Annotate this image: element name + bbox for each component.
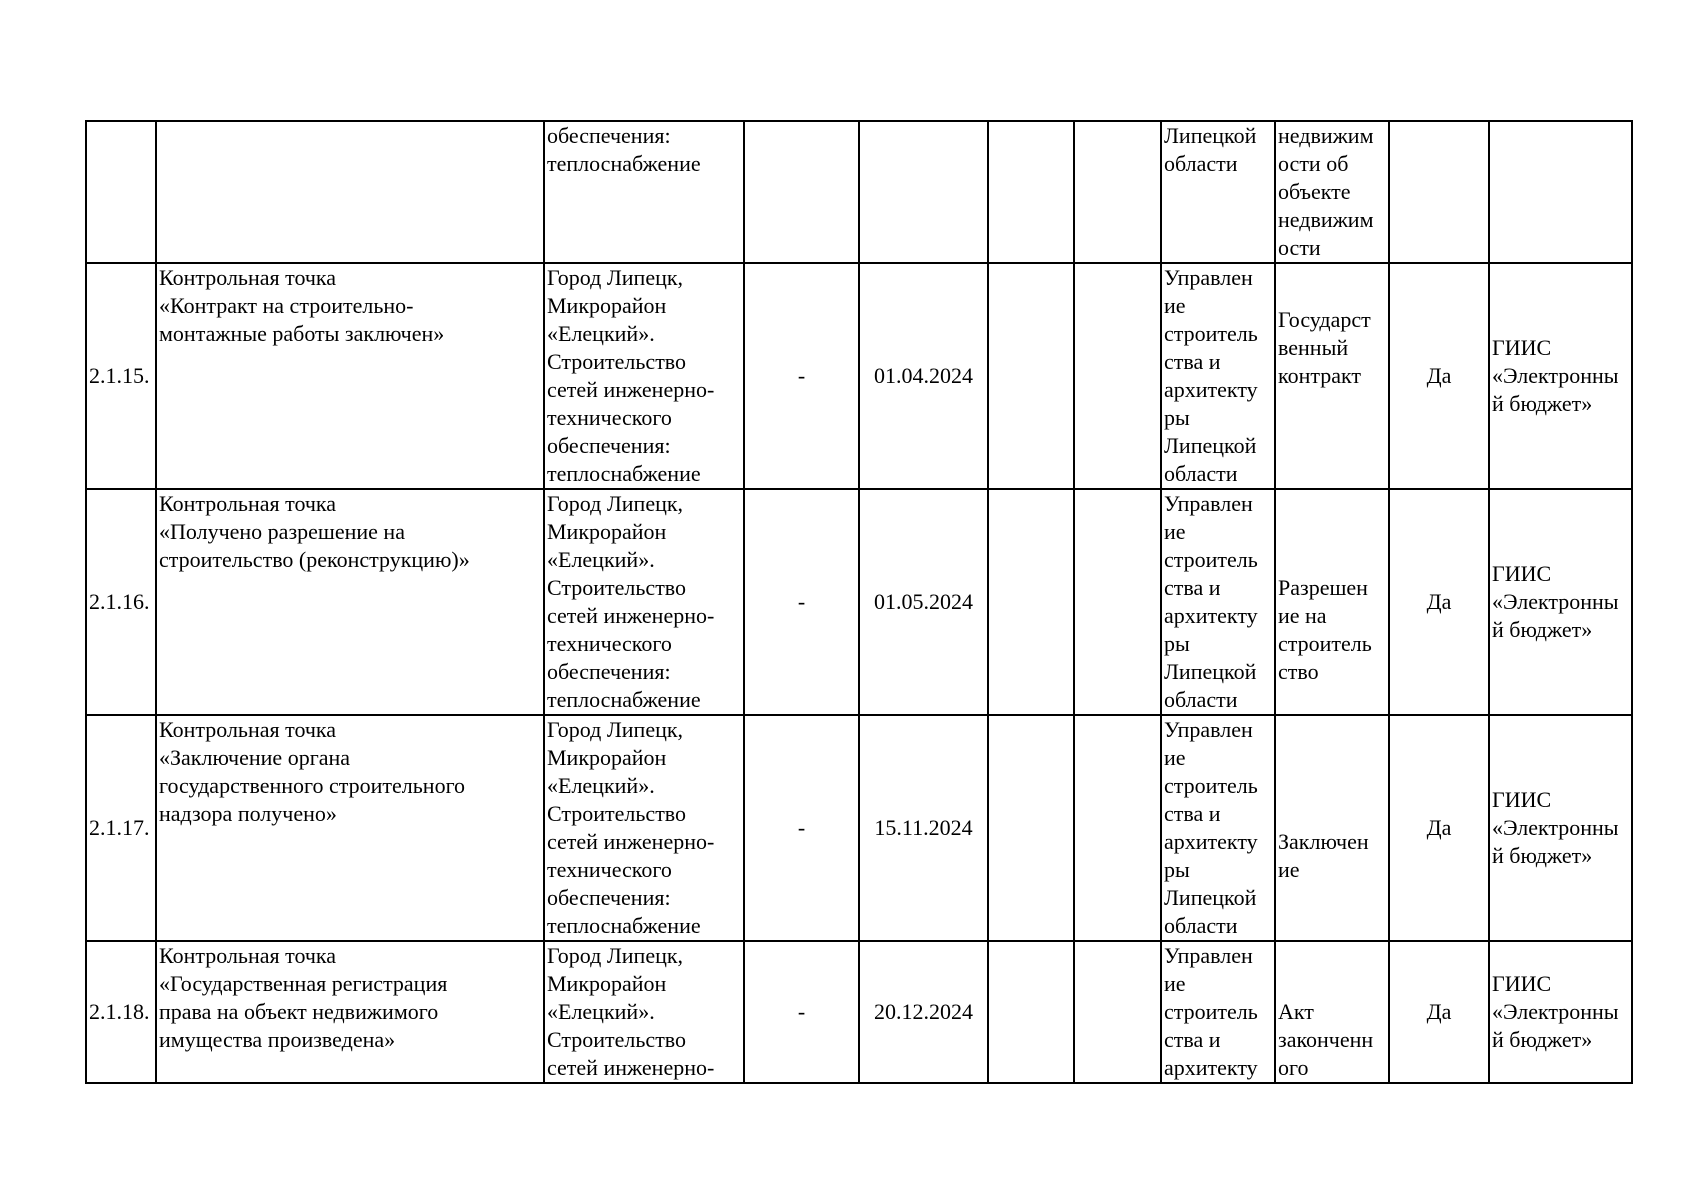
row-flag	[1389, 121, 1489, 263]
row-document: Разрешен ие на строитель ство	[1275, 489, 1389, 715]
row-object: Город Липецк, Микрорайон «Елецкий». Строительство сетей инженерно-	[544, 941, 744, 1083]
row-col6	[988, 489, 1074, 715]
row-flag: Да	[1389, 715, 1489, 941]
row-date: 01.05.2024	[859, 489, 988, 715]
row-number: 2.1.17.	[86, 715, 156, 941]
row-system: ГИИС «Электронны й бюджет»	[1489, 263, 1632, 489]
table-row	[86, 941, 1632, 1083]
row-responsible: Управлен ие строитель ства и архитекту ры Липецкой области	[1161, 489, 1275, 715]
row-object: обеспечения: теплоснабжение	[544, 121, 744, 263]
row-col4	[744, 121, 859, 263]
row-responsible: Управлен ие строитель ства и архитекту ры Липецкой области	[1161, 263, 1275, 489]
row-object: Город Липецк, Микрорайон «Елецкий». Строительство сетей инженерно- технического обеспечения: теплоснабжение	[544, 263, 744, 489]
row-system: ГИИС «Электронны й бюджет»	[1489, 489, 1632, 715]
plan-table	[85, 120, 1633, 1084]
row-number: 2.1.15.	[86, 263, 156, 489]
row-col7	[1074, 941, 1161, 1083]
row-document: недвижим ости об объекте недвижим ости	[1275, 121, 1389, 263]
row-col6	[988, 121, 1074, 263]
row-document: Акт законченн ого	[1275, 941, 1389, 1083]
row-col4: -	[744, 715, 859, 941]
row-number	[86, 121, 156, 263]
row-name: Контрольная точка «Получено разрешение на строительство (реконструкцию)»	[156, 489, 544, 715]
row-flag: Да	[1389, 263, 1489, 489]
table-row	[86, 121, 1632, 263]
row-col6	[988, 941, 1074, 1083]
row-number: 2.1.16.	[86, 489, 156, 715]
row-date: 01.04.2024	[859, 263, 988, 489]
row-flag: Да	[1389, 941, 1489, 1083]
row-system: ГИИС «Электронны й бюджет»	[1489, 941, 1632, 1083]
row-col4: -	[744, 263, 859, 489]
table-row	[86, 263, 1632, 489]
row-col7	[1074, 715, 1161, 941]
table-row	[86, 489, 1632, 715]
row-responsible: Липецкой области	[1161, 121, 1275, 263]
row-col4: -	[744, 941, 859, 1083]
row-object: Город Липецк, Микрорайон «Елецкий». Строительство сетей инженерно- технического обеспечения: теплоснабжение	[544, 489, 744, 715]
row-system	[1489, 121, 1632, 263]
row-responsible: Управлен ие строитель ства и архитекту	[1161, 941, 1275, 1083]
table-row	[86, 715, 1632, 941]
row-object: Город Липецк, Микрорайон «Елецкий». Строительство сетей инженерно- технического обеспечения: теплоснабжение	[544, 715, 744, 941]
row-document: Заключен ие	[1275, 715, 1389, 941]
row-date: 15.11.2024	[859, 715, 988, 941]
row-col6	[988, 263, 1074, 489]
row-flag: Да	[1389, 489, 1489, 715]
row-name	[156, 121, 544, 263]
row-col7	[1074, 263, 1161, 489]
row-name: Контрольная точка «Контракт на строительно- монтажные работы заключен»	[156, 263, 544, 489]
row-col7	[1074, 489, 1161, 715]
row-system: ГИИС «Электронны й бюджет»	[1489, 715, 1632, 941]
row-date: 20.12.2024	[859, 941, 988, 1083]
row-date	[859, 121, 988, 263]
row-name: Контрольная точка «Государственная регистрация права на объект недвижимого имущества произведена»	[156, 941, 544, 1083]
row-name: Контрольная точка «Заключение органа государственного строительного надзора получено»	[156, 715, 544, 941]
row-col6	[988, 715, 1074, 941]
row-document: Государст венный контракт	[1275, 263, 1389, 489]
row-number: 2.1.18.	[86, 941, 156, 1083]
row-responsible: Управлен ие строитель ства и архитекту ры Липецкой области	[1161, 715, 1275, 941]
row-col7	[1074, 121, 1161, 263]
row-col4: -	[744, 489, 859, 715]
